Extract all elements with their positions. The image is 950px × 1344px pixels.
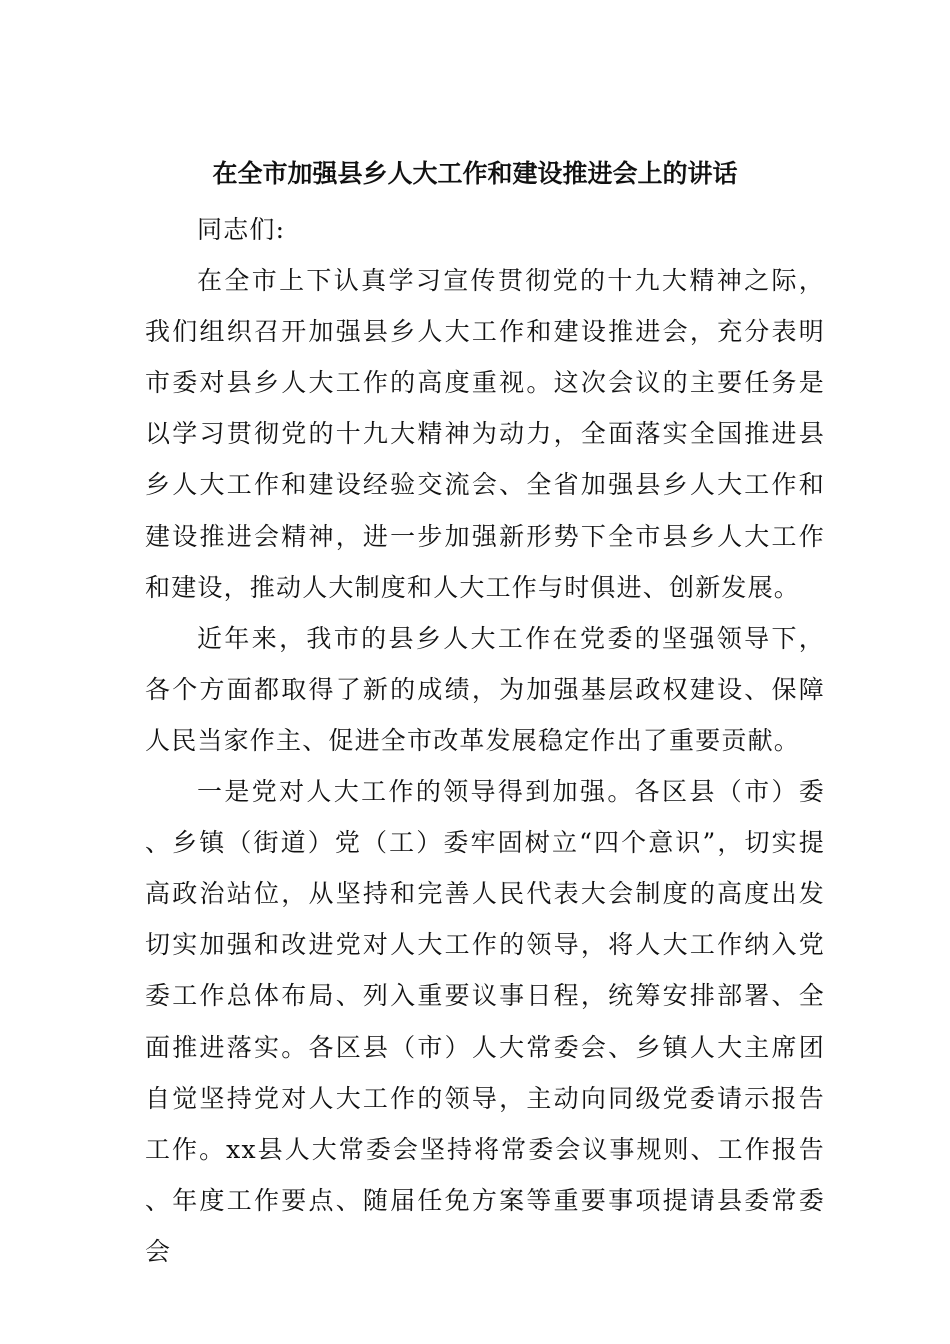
paragraph-opening: 在全市上下认真学习宣传贯彻党的十九大精神之际，我们组织召开加强县乡人大工作和建设推进会，充分表明市委对县乡人大工作的高度重视。这次会议的主要任务是以学习贯彻党的十九大精神为动力，全面落实全国推进县乡人大工作和建设经验交流会、全省加强县乡人大工作和建设推进会精神，进一步加强新形势下全市县乡人大工作和建设，推动人大制度和人大工作与时俱进、创新发展。 [145, 266, 825, 602]
paragraph-achievements: 近年来，我市的县乡人大工作在党委的坚强领导下，各个方面都取得了新的成绩，为加强基层政权建设、保障人民当家作主、促进全市改革发展稳定作出了重要贡献。 [145, 623, 825, 755]
salutation: 同志们: [197, 215, 286, 244]
document-title: 在全市加强县乡人大工作和建设推进会上的讲话 [212, 159, 738, 188]
document-body [145, 204, 825, 1277]
paragraph-party-leadership: 一是党对人大工作的领导得到加强。各区县（市）委、乡镇（街道）党（工）委牢固树立“四个意识”，切实提高政治站位，从坚持和完善人民代表大会制度的高度出发切实加强和改进党对人大工作的领导，将人大工作纳入党委工作总体布局、列入重要议事日程，统筹安排部署、全面推进落实。各区县（市）人大常委会、乡镇人大主席团自觉坚持党对人大工作的领导，主动向同级党委请示报告工作。xx县人大常委会坚持将常委会议事规则、工作报告、年度工作要点、随届任免方案等重要事项提请县委常委会 [145, 777, 825, 1266]
